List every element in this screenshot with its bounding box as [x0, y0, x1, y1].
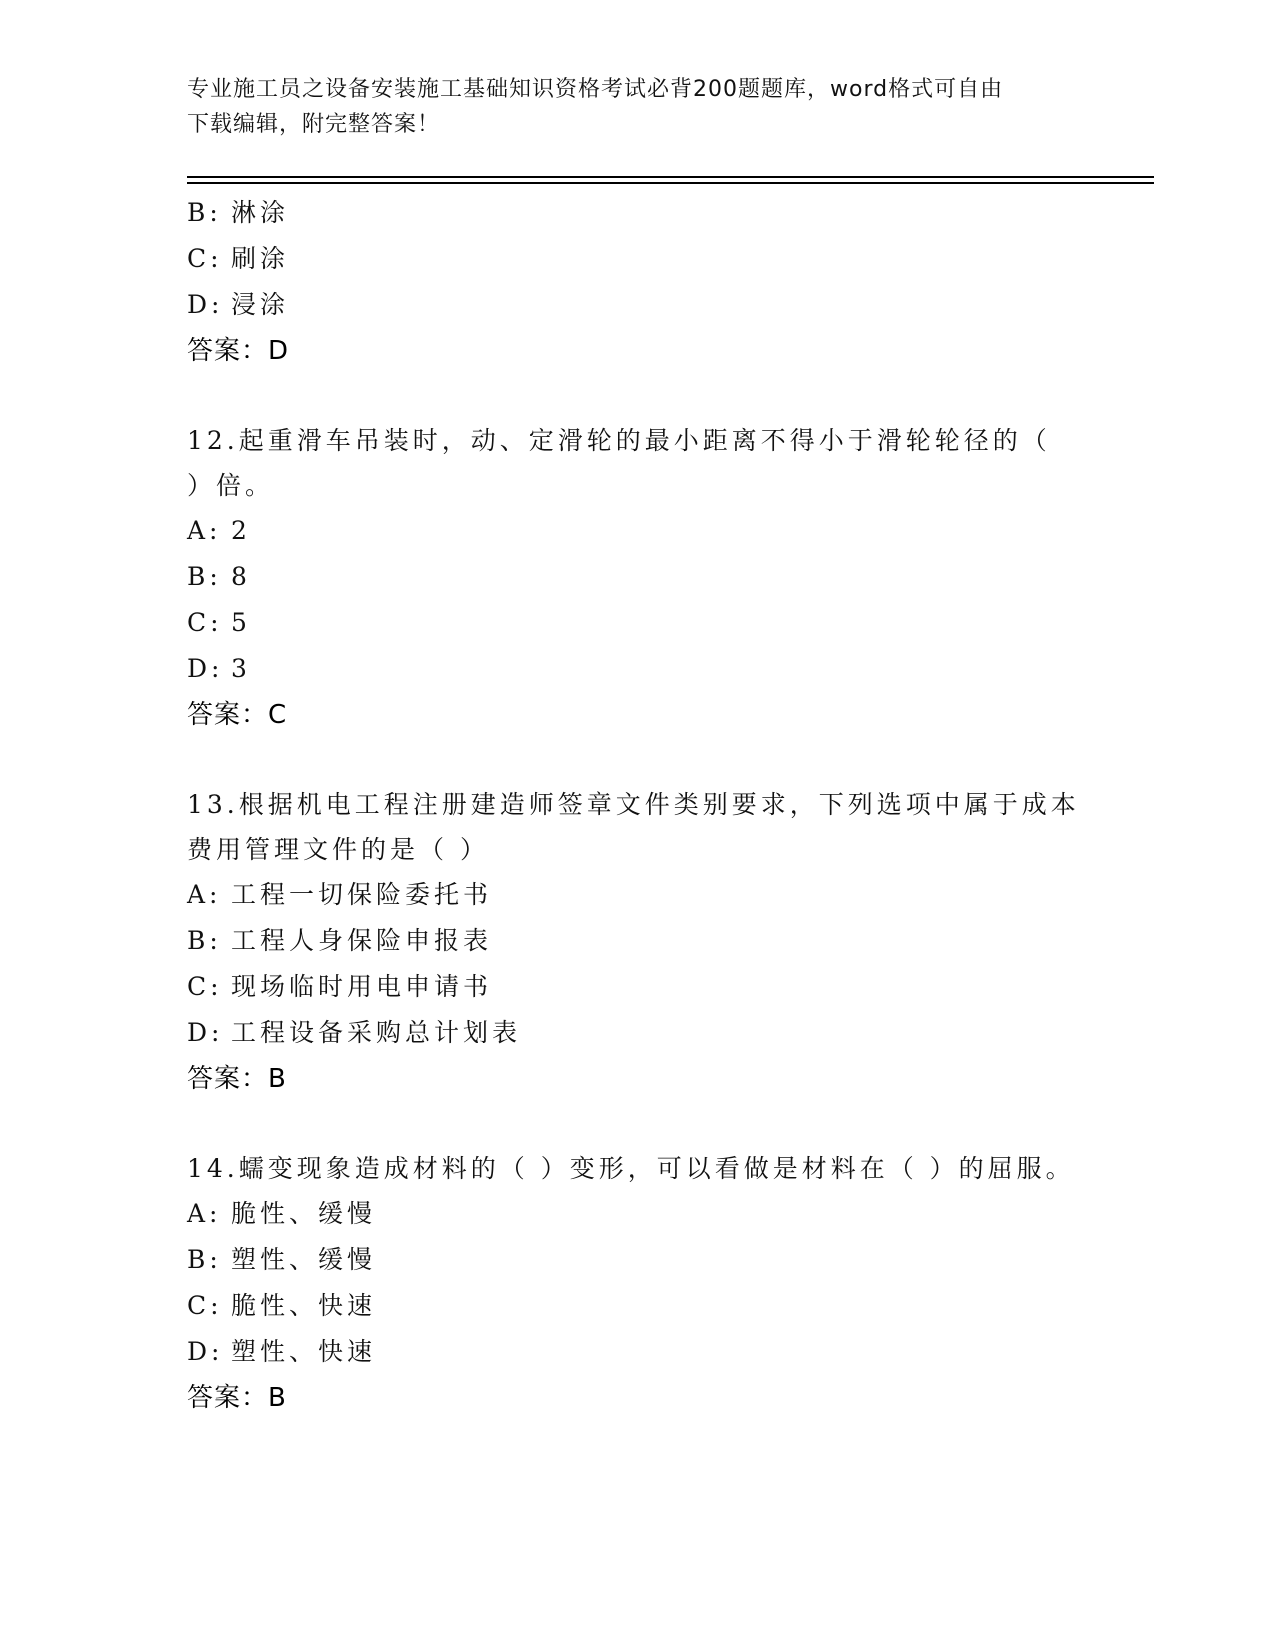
document-body [187, 190, 1107, 1421]
option-c [187, 236, 1107, 282]
option-text: 5 [231, 608, 251, 637]
option-text: 刷涂 [231, 244, 290, 273]
option-text: 脆性、快速 [231, 1291, 377, 1320]
option-text: 淋涂 [231, 198, 290, 227]
question-stem-line-2: ）倍。 [187, 471, 275, 500]
option-key: A: [187, 516, 222, 545]
option-key: C: [187, 244, 223, 273]
question-13 [187, 782, 1107, 1102]
question-stem-line-2: 费用管理文件的是（ ） [187, 835, 489, 864]
option-text: 工程设备采购总计划表 [231, 1018, 522, 1047]
option-key: C: [187, 1291, 223, 1320]
option-key: D: [187, 290, 224, 319]
option-text: 塑性、缓慢 [231, 1245, 377, 1274]
option-c [187, 600, 1107, 646]
option-d [187, 282, 1107, 328]
answer-line: 答案：C [187, 700, 288, 730]
option-a [187, 1191, 1107, 1237]
option-key: A: [187, 1199, 222, 1228]
header-rule-top [187, 176, 1154, 178]
option-key: D: [187, 1018, 224, 1047]
option-key: B: [187, 562, 222, 591]
answer-line: 答案：B [187, 1383, 287, 1413]
option-d [187, 1329, 1107, 1375]
option-text: 工程人身保险申报表 [231, 926, 493, 955]
option-key: B: [187, 926, 222, 955]
option-b [187, 554, 1107, 600]
option-c [187, 1283, 1107, 1329]
option-text: 8 [231, 562, 251, 591]
header-rule-bottom [187, 182, 1154, 184]
header-title-line-1: 专业施工员之设备安装施工基础知识资格考试必背200题题库，word格式可自由 [187, 77, 1004, 102]
option-b [187, 190, 1107, 236]
option-c [187, 964, 1107, 1010]
option-key: C: [187, 608, 223, 637]
option-text: 3 [231, 654, 251, 683]
option-key: D: [187, 654, 224, 683]
question-stem-line-1: 13.根据机电工程注册建造师签章文件类别要求，下列选项中属于成本 [187, 790, 1080, 819]
option-key: B: [187, 198, 222, 227]
question-12 [187, 418, 1107, 738]
option-b [187, 918, 1107, 964]
option-text: 塑性、快速 [231, 1337, 377, 1366]
question-11-continued [187, 190, 1107, 374]
option-a [187, 508, 1107, 554]
option-text: 工程一切保险委托书 [231, 880, 493, 909]
option-text: 浸涂 [231, 290, 290, 319]
header-title-line-2: 下载编辑，附完整答案！ [187, 112, 441, 137]
option-a [187, 872, 1107, 918]
option-key: D: [187, 1337, 224, 1366]
option-key: B: [187, 1245, 222, 1274]
option-text: 现场临时用电申请书 [231, 972, 493, 1001]
option-b [187, 1237, 1107, 1283]
answer-line: 答案：B [187, 1064, 287, 1094]
document-header [187, 72, 1067, 142]
option-text: 2 [231, 516, 251, 545]
option-key: A: [187, 880, 222, 909]
question-stem-line-1: 14.蠕变现象造成材料的（ ）变形，可以看做是材料在（ ）的屈服。 [187, 1154, 1075, 1183]
option-key: C: [187, 972, 223, 1001]
question-stem-line-1: 12.起重滑车吊装时，动、定滑轮的最小距离不得小于滑轮轮径的（ [187, 426, 1051, 455]
answer-line: 答案：D [187, 336, 290, 366]
question-14 [187, 1146, 1107, 1421]
option-d [187, 1010, 1107, 1056]
option-d [187, 646, 1107, 692]
option-text: 脆性、缓慢 [231, 1199, 377, 1228]
